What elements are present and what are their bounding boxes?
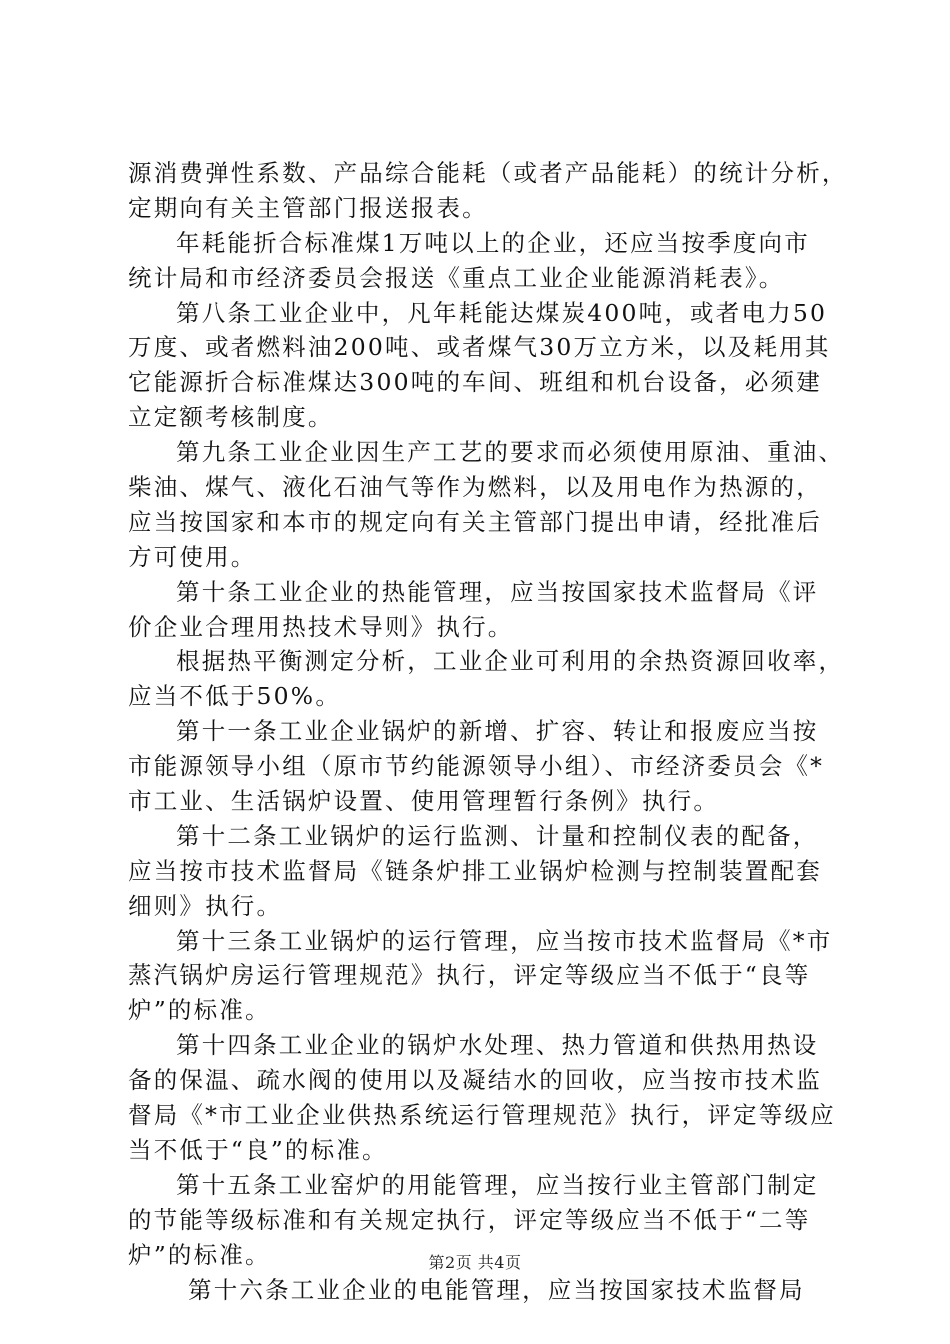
text-line: 方可使用。 — [128, 542, 257, 571]
text-line: 第十四条工业企业的锅炉水处理、热力管道和供热用热设 — [176, 1031, 819, 1060]
text-line: 立定额考核制度。 — [128, 403, 334, 432]
text-line: 应当不低于50%。 — [128, 682, 342, 711]
text-line: 万度、或者燃料油200吨、或者煤气30万立方米，以及耗用其 — [128, 333, 831, 362]
text-line: 当不低于“良”的标准。 — [128, 1135, 388, 1164]
text-line: 蒸汽锅炉房运行管理规范》执行，评定等级应当不低于“良等 — [128, 961, 811, 990]
text-line: 市工业、生活锅炉设置、使用管理暂行条例》执行。 — [128, 787, 720, 816]
text-line: 源消费弹性系数、产品综合能耗（或者产品能耗）的统计分析， — [128, 159, 848, 187]
text-line: 定期向有关主管部门报送报表。 — [128, 193, 488, 222]
text-line: 柴油、煤气、液化石油气等作为燃料，以及用电作为热源的， — [128, 473, 822, 502]
text-line: 年耗能折合标准煤1万吨以上的企业，还应当按季度向市 — [176, 228, 810, 257]
text-line: 第九条工业企业因生产工艺的要求而必须使用原油、重油、 — [176, 438, 845, 467]
text-line: 它能源折合标准煤达300吨的车间、班组和机台设备，必须建 — [128, 368, 822, 397]
text-line: 第八条工业企业中，凡年耗能达煤炭400吨，或者电力50 — [176, 298, 828, 327]
text-line: 第十六条工业企业的电能管理，应当按国家技术监督局 — [188, 1275, 805, 1304]
text-line: 统计局和市经济委员会报送《重点工业企业能源消耗表》。 — [128, 263, 785, 292]
text-line: 备的保温、疏水阀的使用以及凝结水的回收，应当按市技术监 — [128, 1066, 822, 1095]
text-line: 第十三条工业锅炉的运行管理，应当按市技术监督局《*市 — [176, 926, 833, 955]
text-line: 应当按国家和本市的规定向有关主管部门提出申请，经批准后 — [128, 507, 822, 536]
text-line: 第十条工业企业的热能管理，应当按国家技术监督局《评 — [176, 577, 819, 606]
text-line: 第十五条工业窑炉的用能管理，应当按行业主管部门制定 — [176, 1170, 819, 1199]
text-line: 第十一条工业企业锅炉的新增、扩容、转让和报废应当按 — [176, 717, 819, 746]
text-line: 根据热平衡测定分析，工业企业可利用的余热资源回收率， — [176, 647, 845, 676]
text-line: 应当按市技术监督局《链条炉排工业锅炉检测与控制装置配套 — [128, 856, 822, 885]
page-footer: 第2页 共4页 — [428, 1253, 522, 1272]
text-line: 第十二条工业锅炉的运行监测、计量和控制仪表的配备， — [176, 821, 819, 850]
text-line: 价企业合理用热技术导则》执行。 — [128, 612, 514, 641]
text-line: 的节能等级标准和有关规定执行，评定等级应当不低于“二等 — [128, 1205, 811, 1234]
text-line: 细则》执行。 — [128, 891, 283, 920]
document-body — [128, 156, 848, 1307]
text-line: 炉”的标准。 — [128, 1240, 271, 1269]
text-line: 炉”的标准。 — [128, 996, 271, 1025]
text-line: 督局《*市工业企业供热系统运行管理规范》执行，评定等级应 — [128, 1101, 836, 1130]
text-line: 市能源领导小组（原市节约能源领导小组）、市经济委员会《* — [128, 752, 825, 781]
